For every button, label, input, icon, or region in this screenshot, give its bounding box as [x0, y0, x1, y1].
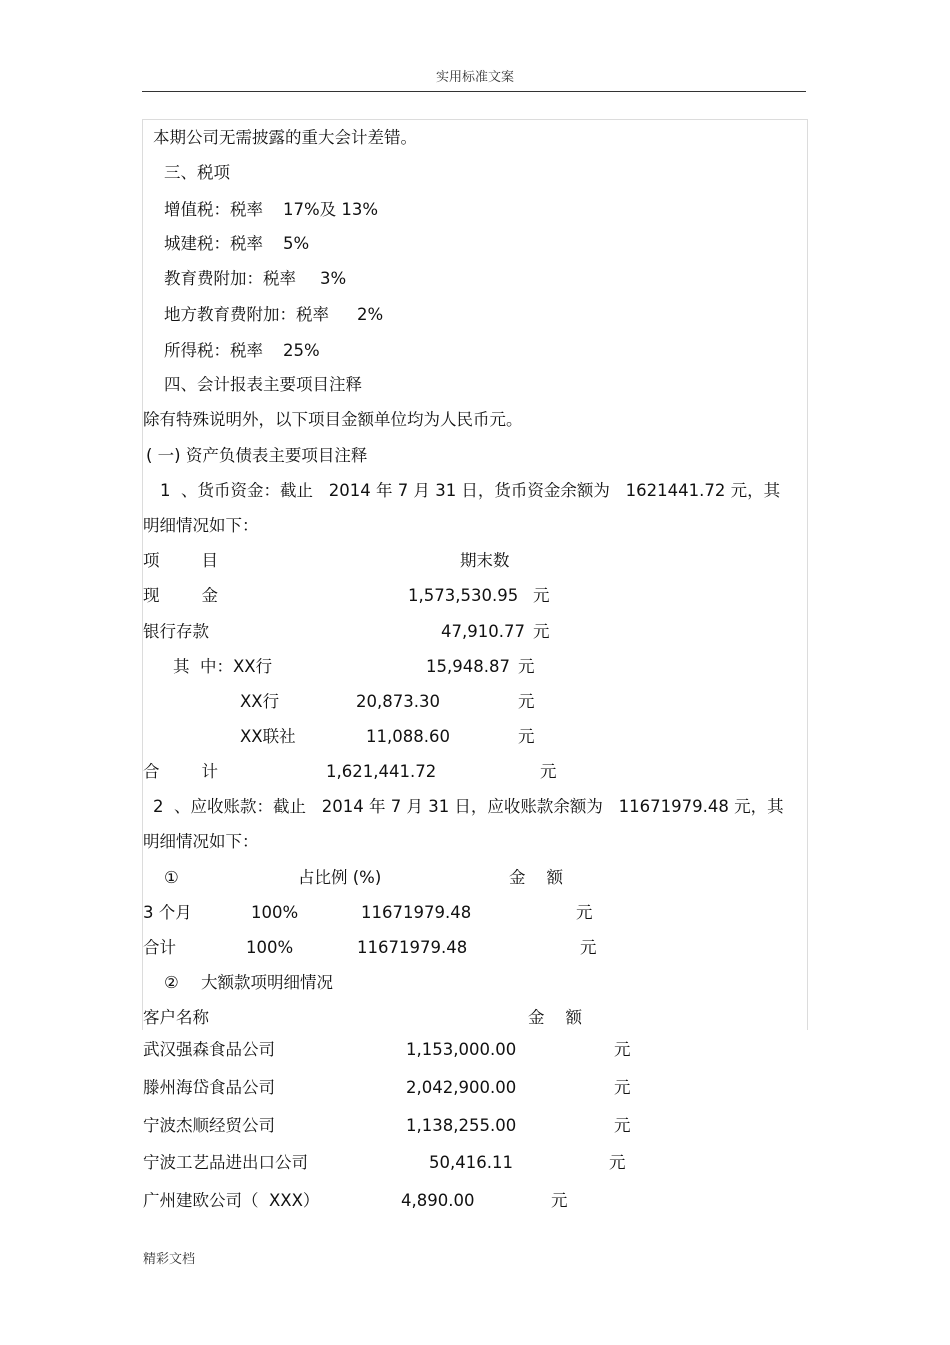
- intro-text: 本期公司无需披露的重大会计差错。: [153, 128, 417, 147]
- customer-name: 广州建欧公司（ XXX）: [143, 1191, 320, 1210]
- customer-unit: 元: [551, 1191, 568, 1210]
- cash-row-label: 其 中：XX行: [173, 657, 273, 676]
- cash-row-label: 现 金: [143, 586, 218, 605]
- customer-unit: 元: [609, 1153, 626, 1172]
- tax-income-label: 所得税：税率: [164, 341, 263, 360]
- receivables-total-label: 合计: [143, 938, 176, 957]
- receivables-total-ratio: 100%: [246, 938, 294, 957]
- receivables-col-ratio: 占比例 (%): [298, 868, 382, 887]
- customer-unit: 元: [614, 1078, 631, 1097]
- customer-name: 武汉强森食品公司: [143, 1040, 275, 1059]
- receivables-sub1-marker: ①: [164, 868, 179, 887]
- customer-amount: 4,890.00: [401, 1191, 475, 1210]
- cash-row-unit: 元: [533, 586, 550, 605]
- customers-col-amount: 金 额: [528, 1008, 582, 1027]
- cash-row-label: XX行: [240, 692, 280, 711]
- cash-row-label: XX联社: [240, 727, 296, 746]
- tax-local-education-label: 地方教育费附加：税率: [164, 305, 329, 324]
- customer-amount: 1,138,255.00: [406, 1116, 517, 1135]
- receivables-row-label: 3 个月: [143, 903, 192, 922]
- customers-col-name: 客户名称: [143, 1008, 209, 1027]
- receivables-row-unit: 元: [576, 903, 593, 922]
- receivables-sub2-title: 大额款项明细情况: [201, 973, 333, 992]
- cash-col-end: 期末数: [460, 551, 510, 570]
- tax-education-rate: 3%: [320, 269, 347, 288]
- notes-heading: 四、会计报表主要项目注释: [164, 375, 362, 394]
- page-footer: 精彩文档: [143, 1252, 196, 1267]
- tax-local-education-rate: 2%: [357, 305, 384, 324]
- receivables-intro-line1: 2 、应收账款：截止 2014 年 7 月 31 日，应收账款余额为 11671979.48 元，其: [153, 797, 784, 816]
- receivables-total-amount: 11671979.48: [357, 938, 468, 957]
- customer-unit: 元: [614, 1116, 631, 1135]
- cash-row-unit: 元: [533, 622, 550, 641]
- customer-amount: 1,153,000.00: [406, 1040, 517, 1059]
- cash-intro-line2: 明细情况如下：: [143, 516, 259, 535]
- content-frame: [142, 119, 808, 1030]
- tax-vat-label: 增值税：税率: [164, 200, 263, 219]
- receivables-row-ratio: 100%: [251, 903, 299, 922]
- customer-amount: 50,416.11: [429, 1153, 513, 1172]
- cash-total-unit: 元: [540, 762, 557, 781]
- cash-row-label: 银行存款: [143, 622, 209, 641]
- receivables-sub2-marker: ②: [164, 973, 179, 992]
- receivables-total-unit: 元: [580, 938, 597, 957]
- tax-urban-label: 城建税：税率: [164, 234, 263, 253]
- header-divider: [142, 91, 806, 92]
- receivables-intro-line2: 明细情况如下：: [143, 832, 259, 851]
- notes-unit-note: 除有特殊说明外，以下项目金额单位均为人民币元。: [143, 410, 523, 429]
- customer-amount: 2,042,900.00: [406, 1078, 517, 1097]
- cash-row-amount: 20,873.30: [356, 692, 440, 711]
- tax-vat-rate: 17%及 13%: [283, 200, 379, 219]
- tax-income-rate: 25%: [283, 341, 320, 360]
- tax-education-label: 教育费附加：税率: [164, 269, 296, 288]
- cash-row-unit: 元: [518, 692, 535, 711]
- tax-urban-rate: 5%: [283, 234, 310, 253]
- customer-unit: 元: [614, 1040, 631, 1059]
- customer-name: 宁波工艺品进出口公司: [143, 1153, 308, 1172]
- cash-row-amount: 47,910.77: [441, 622, 525, 641]
- customer-name: 宁波杰顺经贸公司: [143, 1116, 275, 1135]
- cash-total-label: 合 计: [143, 762, 218, 781]
- receivables-col-amount: 金 额: [509, 868, 563, 887]
- cash-row-amount: 1,573,530.95: [408, 586, 519, 605]
- cash-intro-line1: 1 、货币资金：截止 2014 年 7 月 31 日，货币资金余额为 1621441.72 元，其: [160, 481, 781, 500]
- cash-row-unit: 元: [518, 657, 535, 676]
- tax-heading: 三、税项: [164, 163, 230, 182]
- customer-name: 滕州海岱食品公司: [143, 1078, 275, 1097]
- cash-row-unit: 元: [518, 727, 535, 746]
- cash-col-item: 项 目: [143, 551, 218, 570]
- cash-total-amount: 1,621,441.72: [326, 762, 437, 781]
- notes-section-one: ( 一) 资产负债表主要项目注释: [146, 446, 368, 465]
- page-header-title: 实用标准文案: [435, 70, 514, 85]
- cash-row-amount: 11,088.60: [366, 727, 450, 746]
- cash-row-amount: 15,948.87: [426, 657, 510, 676]
- receivables-row-amount: 11671979.48: [361, 903, 472, 922]
